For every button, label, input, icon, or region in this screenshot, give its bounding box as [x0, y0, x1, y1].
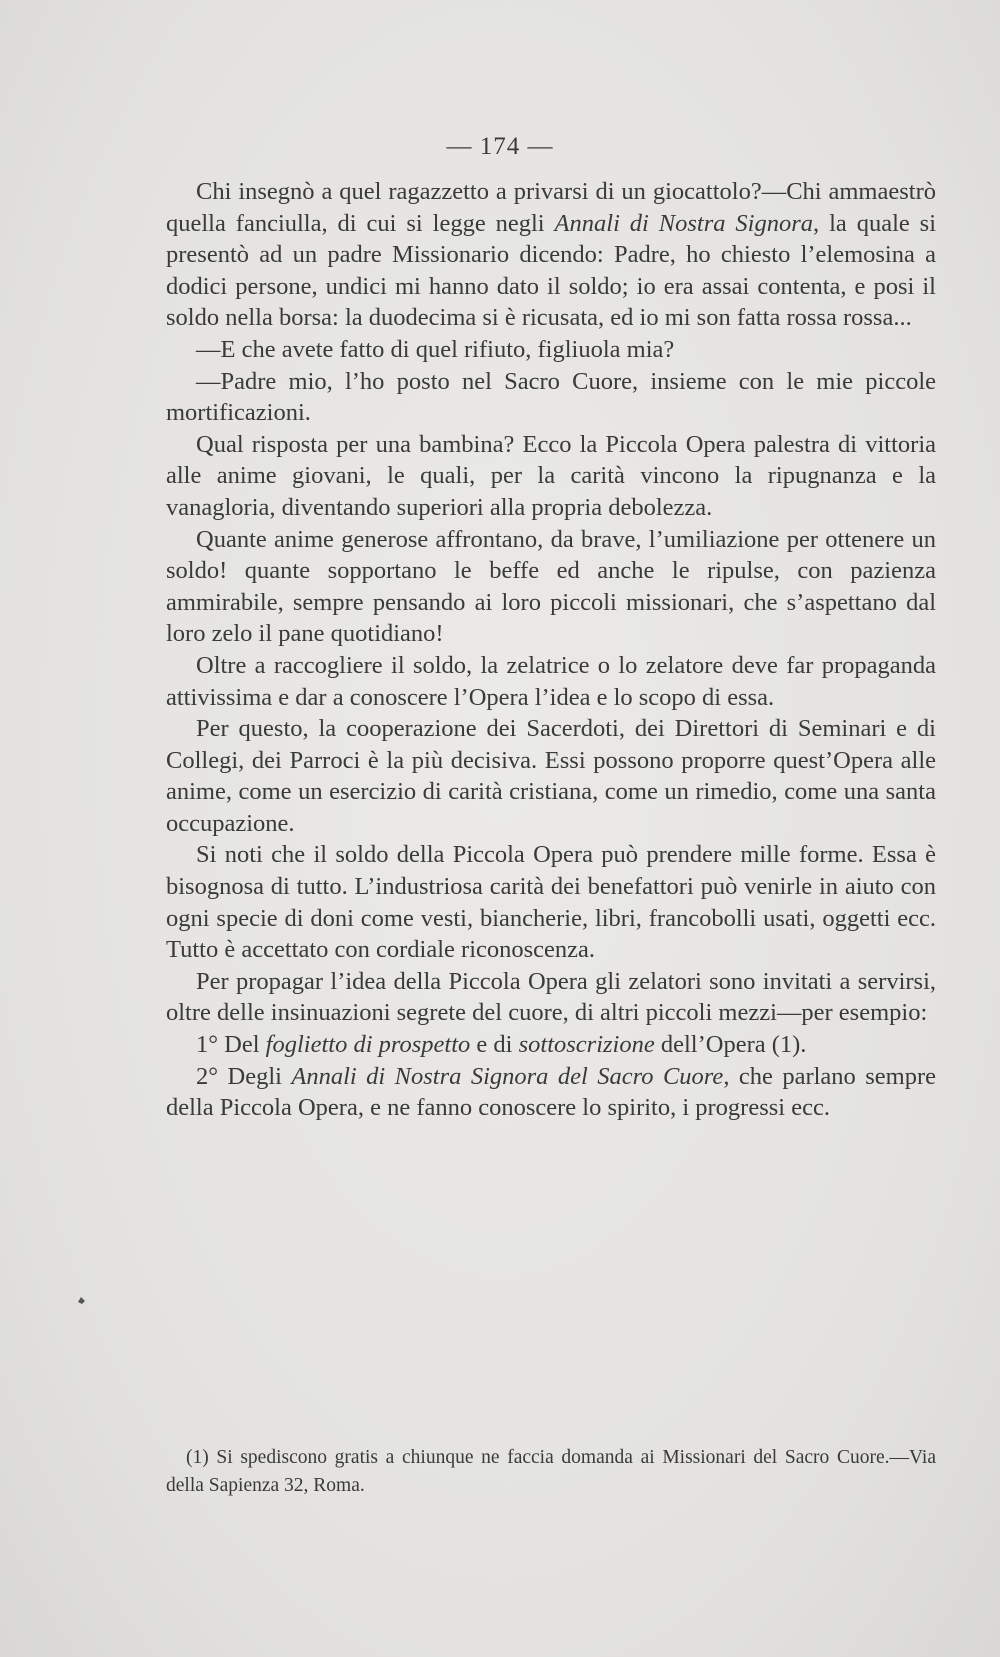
paragraph [166, 713, 936, 839]
text-run: Chi insegnò a quel ragazzetto a privarsi di un giocattolo?—Chi ammaestrò quella fanciulla, di cui si legge negli [166, 178, 936, 237]
paragraph [166, 1029, 936, 1061]
paragraph [166, 366, 936, 429]
text-run: , la quale si presentò ad un padre Missionario dicendo: Padre, ho chiesto l’elemosina a dodici persone, undici mi hanno dato il soldo; io era assai contenta, e posi il soldo nella borsa: la duodecima si è ricusata, ed io mi son fatta rossa rossa... [166, 209, 937, 332]
page-number: — 174 — [446, 133, 554, 160]
italic-text: sottoscrizione [518, 1031, 655, 1059]
text-run: Per propagar l’idea della Piccola Opera gli zelatori sono invitati a servirsi, oltre delle insinuazioni segrete del cuore, di altri piccoli mezzi—per esempio: [166, 967, 936, 1027]
text-run: Quante anime generose affrontano, da brave, l’umiliazione per ottenere un soldo! quante sopportano le beffe ed anche le ripulse, con pazienza ammirabile, sempre pensando ai loro piccoli missionari, che s’aspettano dal loro zelo il pane quotidiano! [166, 525, 936, 648]
text-run: Si noti che il soldo della Piccola Opera può prendere mille forme. Essa è bisognosa di tutto. L’industriosa carità dei benefattori può venirle in aiuto con ogni specie di doni come vesti, biancherie, libri, francobolli usati, oggetti ecc. Tutto è accettato con cordiale riconoscenza. [166, 841, 936, 964]
ink-speck-icon [77, 1296, 86, 1305]
paragraph [166, 334, 936, 366]
text-run: dell’Opera (1). [654, 1031, 807, 1059]
paragraph [166, 429, 936, 524]
paragraph [166, 176, 936, 334]
footnote [166, 1444, 936, 1500]
paragraph [166, 650, 936, 713]
footnote-text: (1) Si spediscono gratis a chiunque ne faccia domanda ai Missionari del Sacro Cuore.—Via della Sapienza 32, Roma. [166, 1447, 936, 1496]
text-run: , che parlano sempre della Piccola Opera, e ne fanno conoscere lo spirito, i progressi ecc. [166, 1062, 936, 1122]
paragraph [166, 1061, 936, 1124]
italic-text: Annali di Nostra Signora del Sacro Cuore [291, 1062, 724, 1090]
text-run: e di [470, 1031, 519, 1059]
body-text [166, 176, 936, 1124]
text-run: Per questo, la cooperazione dei Sacerdoti, dei Direttori di Seminari e di Collegi, dei Parroci è la più decisiva. Essi possono proporre quest’Opera alle anime, come un esercizio di carità cristiana, come un rimedio, come una santa occupazione. [166, 715, 936, 837]
paragraph [166, 966, 936, 1029]
text-run: Qual risposta per una bambina? Ecco la Piccola Opera palestra di vittoria alle anime giovani, le quali, per la carità vincono la ripugnanza e la vanagloria, diventando superiori alla propria debolezza. [166, 430, 936, 521]
italic-text: Annali di Nostra Signora [554, 209, 814, 237]
text-run: Oltre a raccogliere il soldo, la zelatrice o lo zelatore deve far propaganda attivissima e dar a conoscere l’Opera l’idea e lo scopo di essa. [166, 651, 936, 711]
paragraph [166, 524, 936, 650]
text-run: —E che avete fatto di quel rifiuto, figliuola mia? [196, 335, 675, 363]
text-run: —Padre mio, l’ho posto nel Sacro Cuore, insieme con le mie piccole mortificazioni. [166, 367, 936, 427]
text-run: 2° Degli [196, 1062, 292, 1090]
text-run: 1° Del [196, 1031, 266, 1059]
paragraph [166, 839, 936, 965]
italic-text: foglietto di prospetto [265, 1031, 471, 1059]
